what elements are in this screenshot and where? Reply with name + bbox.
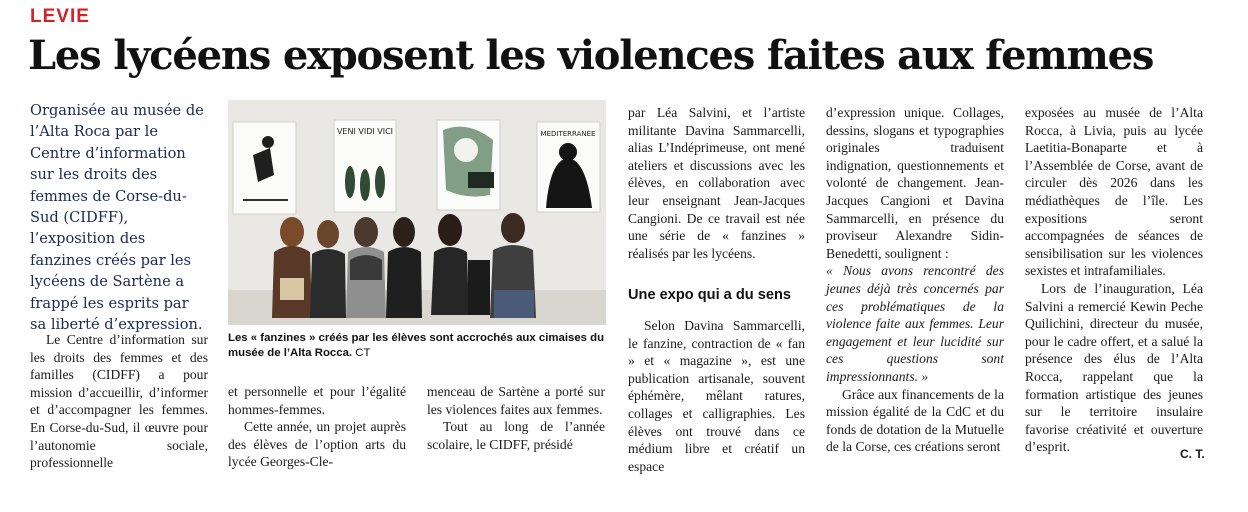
col3 (427, 383, 605, 453)
caption-text: Les « fanzines » créés par les élèves sont accrochés aux cimaises du musée de l’Alta Rocca. (228, 332, 605, 359)
col6 (1025, 104, 1203, 456)
col3-p2-cont: menceau de Sartène a porté sur les violences faites aux femmes. (427, 384, 605, 417)
col4-p3-cont: par Léa Salvini, et l’artiste militante Davina Sammarcelli, alias L’Indéprimeuse, ont mené ateliers et discussions avec les élèves, en collaboration avec leur enseignant Jean-Jacques Cangioni. De ce travail est née une série de « fanzines » réalisés par les lycéens. (628, 105, 805, 261)
col5-p4-cont: d’expression unique. Collages, dessins, slogans et typographies originales traduisent indignation, questionnements et volonté de changement. Jean-Jacques Cangioni et Davina Sammarcelli, en présence du proviseur Alexandre Sidin-Benedetti, soulignent : (826, 105, 1004, 261)
col5 (826, 104, 1004, 456)
col1-p1: Le Centre d’information sur les droits des femmes et des familles (CIDFF) a pour mission d’accueillir, d’informer et d’accompagner les femmes. En Corse-du-Sud, il œuvre pour l’autonomie sociale, professionnelle (30, 332, 208, 471)
photo-caption (228, 331, 606, 361)
poster-4 (537, 122, 600, 212)
col1 (30, 331, 208, 472)
headline: Les lycéens exposent les violences faites aux femmes (28, 32, 1154, 79)
poster-3 (437, 120, 500, 210)
poster-4-text: MEDITERRANEE (540, 130, 596, 138)
col4-top (628, 104, 805, 262)
subhead: Une expo qui a du sens (628, 287, 791, 303)
poster-2 (334, 120, 396, 212)
col6-p5-cont: exposées au musée de l’Alta Rocca, à Livia, puis au lycée Laetitia-Bonaparte et à l’Assemblée de Corse, avant de circuler dès 2026 dans les médiathèques de l’île. Les expositions seront accompagnées de séances de sensibilisation sur les violences sexistes et intrafamiliales. (1025, 105, 1203, 279)
poster-1 (233, 122, 296, 214)
col2-p2: Cette année, un projet auprès des élèves de l’option arts du lycée Georges-Cle- (228, 419, 406, 470)
col2-p1-cont: et personnelle et pour l’égalité hommes-femmes. (228, 384, 406, 417)
col4-p4: Selon Davina Sammarcelli, le fanzine, contraction de « fan » et « magazine », est une publication artisanale, souvent éphémère, mêlant ratures, collages et calligraphies. Les élèves ont trouvé dans ce médium libre et créatif un espace (628, 318, 805, 474)
poster-2-text: VENI VIDI VICI (336, 127, 394, 136)
kicker: LEVIE (30, 6, 90, 27)
col3-p3: Tout au long de l’année scolaire, le CIDFF, présidé (427, 419, 605, 452)
col4-bottom (628, 317, 805, 475)
col6-p6: Lors de l’inauguration, Léa Salvini a remercié Kewin Peche Quilichini, directeur du musée, pour le cadre offert, et a salué la présence des élus de l’Alta Rocca, rappelant que la formation artistique des jeunes sur le territoire insulaire favorise créativité et ouverture d’esprit. (1025, 280, 1203, 455)
photo-illustration (228, 100, 606, 325)
col5-p5: Grâce aux financements de la mission égalité de la CdC et du fonds de dotation de la Mutuelle de la Corse, ces créations seront (826, 386, 1004, 455)
photo (228, 100, 606, 325)
signature: C. T. (1180, 447, 1205, 461)
col2 (228, 383, 406, 471)
col5-quote: « Nous avons rencontré des jeunes déjà très concernés par ces problématiques de la violence faite aux femmes. Leur engagement et leur lucidité sur ces questions sont impressionnants. » (826, 263, 1004, 384)
caption-credit: CT (355, 347, 371, 359)
lead-paragraph: Organisée au musée de l’Alta Roca par le Centre d’information sur les droits des femmes de Corse-du-Sud (CIDFF), l’exposition des fanzines créés par les lycéens de Sartène a frappé les esprits par sa liberté d’expression. (30, 102, 204, 334)
